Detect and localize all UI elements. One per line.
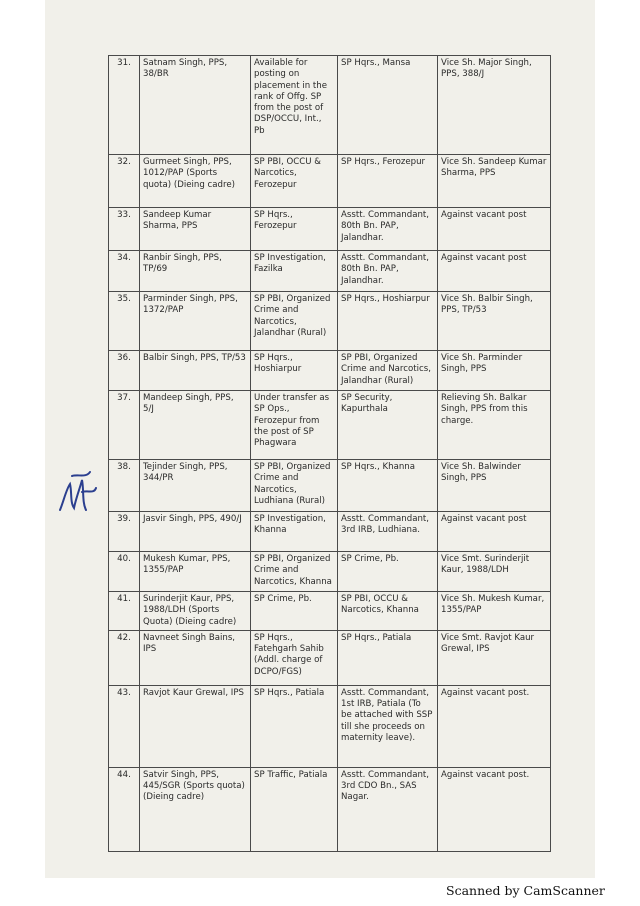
officer-name-cell: Jasvir Singh, PPS, 490/J xyxy=(140,512,251,552)
new-posting-cell: SP Hqrs., Hoshiarpur xyxy=(338,292,438,351)
current-posting-cell: SP Hqrs., Fatehgarh Sahib (Addl. charge of DCPO/FGS) xyxy=(251,630,338,685)
officer-name-cell: Mukesh Kumar, PPS, 1355/PAP xyxy=(140,552,251,592)
officer-name-cell: Satnam Singh, PPS, 38/BR xyxy=(140,56,251,155)
scanner-watermark: Scanned by CamScanner xyxy=(446,883,605,898)
current-posting-cell: SP PBI, Organized Crime and Narcotics, Jalandhar (Rural) xyxy=(251,292,338,351)
table-row xyxy=(109,56,551,155)
current-posting-cell: Under transfer as SP Ops., Ferozepur from the post of SP Phagwara xyxy=(251,391,338,460)
table-row xyxy=(109,292,551,351)
new-posting-cell: SP PBI, Organized Crime and Narcotics, Jalandhar (Rural) xyxy=(338,351,438,391)
serial-number-cell: 43. xyxy=(109,685,140,767)
remarks-cell: Vice Sh. Mukesh Kumar, 1355/PAP xyxy=(438,592,551,631)
remarks-cell: Vice Smt. Surinderjit Kaur, 1988/LDH xyxy=(438,552,551,592)
current-posting-cell: SP PBI, Organized Crime and Narcotics, Ludhiana (Rural) xyxy=(251,460,338,512)
current-posting-cell: SP Hqrs., Hoshiarpur xyxy=(251,351,338,391)
officer-name-cell: Parminder Singh, PPS, 1372/PAP xyxy=(140,292,251,351)
table-row xyxy=(109,630,551,685)
current-posting-cell: SP Hqrs., Patiala xyxy=(251,685,338,767)
new-posting-cell: SP Hqrs., Khanna xyxy=(338,460,438,512)
serial-number-cell: 31. xyxy=(109,56,140,155)
officer-name-cell: Mandeep Singh, PPS, 5/J xyxy=(140,391,251,460)
current-posting-cell: SP PBI, OCCU & Narcotics, Ferozepur xyxy=(251,155,338,208)
remarks-cell: Vice Sh. Balwinder Singh, PPS xyxy=(438,460,551,512)
remarks-cell: Vice Sh. Balbir Singh, PPS, TP/53 xyxy=(438,292,551,351)
current-posting-cell: SP Traffic, Patiala xyxy=(251,767,338,851)
table-row xyxy=(109,391,551,460)
new-posting-cell: Asstt. Commandant, 80th Bn. PAP, Jalandhar. xyxy=(338,251,438,292)
serial-number-cell: 32. xyxy=(109,155,140,208)
serial-number-cell: 40. xyxy=(109,552,140,592)
new-posting-cell: SP Hqrs., Mansa xyxy=(338,56,438,155)
officer-name-cell: Surinderjit Kaur, PPS, 1988/LDH (Sports Quota) (Dieing cadre) xyxy=(140,592,251,631)
officer-name-cell: Gurmeet Singh, PPS, 1012/PAP (Sports quota) (Dieing cadre) xyxy=(140,155,251,208)
remarks-cell: Against vacant post xyxy=(438,208,551,251)
officer-name-cell: Balbir Singh, PPS, TP/53 xyxy=(140,351,251,391)
current-posting-cell: SP Crime, Pb. xyxy=(251,592,338,631)
serial-number-cell: 33. xyxy=(109,208,140,251)
remarks-cell: Vice Sh. Parminder Singh, PPS xyxy=(438,351,551,391)
new-posting-cell: Asstt. Commandant, 1st IRB, Patiala (To be attached with SSP till she proceeds on maternity leave). xyxy=(338,685,438,767)
serial-number-cell: 39. xyxy=(109,512,140,552)
new-posting-cell: Asstt. Commandant, 3rd CDO Bn., SAS Nagar. xyxy=(338,767,438,851)
remarks-cell: Against vacant post xyxy=(438,251,551,292)
new-posting-cell: SP Hqrs., Ferozepur xyxy=(338,155,438,208)
officer-name-cell: Satvir Singh, PPS, 445/SGR (Sports quota) (Dieing cadre) xyxy=(140,767,251,851)
table-row xyxy=(109,592,551,631)
table-row xyxy=(109,552,551,592)
serial-number-cell: 42. xyxy=(109,630,140,685)
table-row xyxy=(109,251,551,292)
remarks-cell: Against vacant post xyxy=(438,512,551,552)
remarks-cell: Relieving Sh. Balkar Singh, PPS from this charge. xyxy=(438,391,551,460)
serial-number-cell: 37. xyxy=(109,391,140,460)
new-posting-cell: SP Hqrs., Patiala xyxy=(338,630,438,685)
serial-number-cell: 44. xyxy=(109,767,140,851)
serial-number-cell: 38. xyxy=(109,460,140,512)
table-row xyxy=(109,460,551,512)
table-row xyxy=(109,208,551,251)
officer-name-cell: Navneet Singh Bains, IPS xyxy=(140,630,251,685)
remarks-cell: Vice Sh. Sandeep Kumar Sharma, PPS xyxy=(438,155,551,208)
table-row xyxy=(109,155,551,208)
table-row xyxy=(109,685,551,767)
serial-number-cell: 36. xyxy=(109,351,140,391)
officer-name-cell: Ravjot Kaur Grewal, IPS xyxy=(140,685,251,767)
current-posting-cell: SP Investigation, Fazilka xyxy=(251,251,338,292)
officer-name-cell: Sandeep Kumar Sharma, PPS xyxy=(140,208,251,251)
serial-number-cell: 34. xyxy=(109,251,140,292)
current-posting-cell: SP Hqrs., Ferozepur xyxy=(251,208,338,251)
new-posting-cell: SP Security, Kapurthala xyxy=(338,391,438,460)
new-posting-cell: Asstt. Commandant, 80th Bn. PAP, Jalandhar. xyxy=(338,208,438,251)
handwritten-initials xyxy=(52,462,104,524)
remarks-cell: Against vacant post. xyxy=(438,767,551,851)
officer-name-cell: Tejinder Singh, PPS, 344/PR xyxy=(140,460,251,512)
serial-number-cell: 35. xyxy=(109,292,140,351)
current-posting-cell: SP Investigation, Khanna xyxy=(251,512,338,552)
current-posting-cell: SP PBI, Organized Crime and Narcotics, Khanna xyxy=(251,552,338,592)
table-row xyxy=(109,512,551,552)
posting-table xyxy=(108,55,550,852)
serial-number-cell: 41. xyxy=(109,592,140,631)
new-posting-cell: Asstt. Commandant, 3rd IRB, Ludhiana. xyxy=(338,512,438,552)
remarks-cell: Vice Sh. Major Singh, PPS, 388/J xyxy=(438,56,551,155)
remarks-cell: Against vacant post. xyxy=(438,685,551,767)
current-posting-cell: Available for posting on placement in the rank of Offg. SP from the post of DSP/OCCU, Int., Pb xyxy=(251,56,338,155)
table-row xyxy=(109,767,551,851)
officer-name-cell: Ranbir Singh, PPS, TP/69 xyxy=(140,251,251,292)
new-posting-cell: SP Crime, Pb. xyxy=(338,552,438,592)
remarks-cell: Vice Smt. Ravjot Kaur Grewal, IPS xyxy=(438,630,551,685)
new-posting-cell: SP PBI, OCCU & Narcotics, Khanna xyxy=(338,592,438,631)
table-row xyxy=(109,351,551,391)
